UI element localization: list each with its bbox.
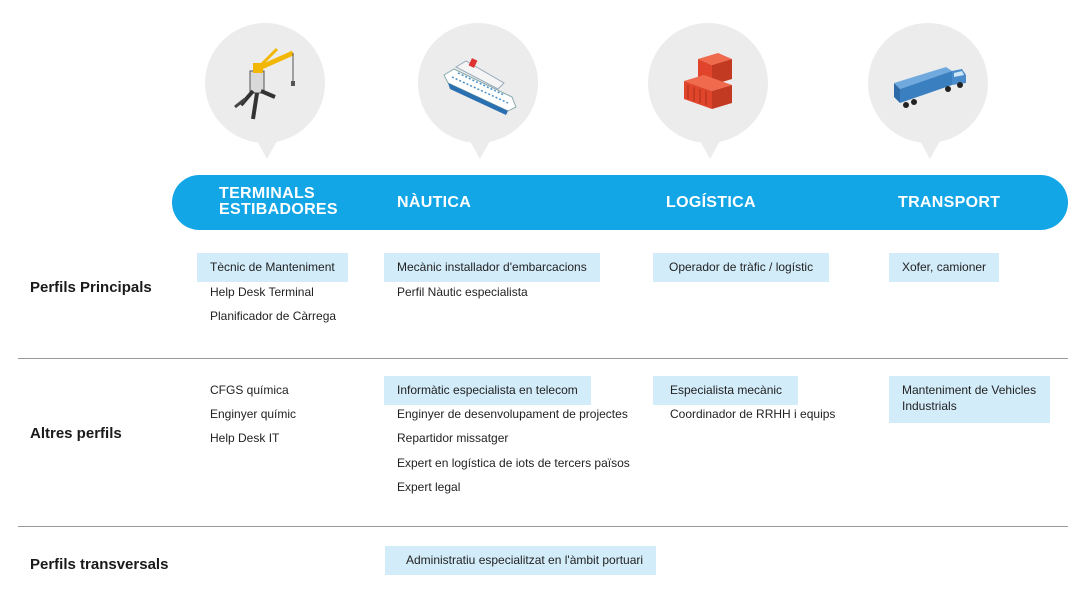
category-terminals: TERMINALS ESTIBADORES — [219, 185, 338, 218]
row-divider — [18, 526, 1068, 527]
truck-icon — [868, 23, 988, 143]
containers-icon — [648, 23, 768, 143]
profile-item: Informàtic especialista en telecom — [384, 376, 591, 405]
cruise-ship-icon — [418, 23, 538, 143]
crane-icon — [205, 23, 325, 143]
row-divider — [18, 358, 1068, 359]
profile-item: Especialista mecànic — [653, 376, 798, 405]
pin-nautica — [418, 23, 540, 163]
pin-terminals — [205, 23, 327, 163]
profile-item: Administratiu especialitzat en l'àmbit portuari — [385, 546, 656, 575]
profile-item: Tècnic de Manteniment — [197, 253, 348, 282]
profile-item: Help Desk IT — [210, 431, 280, 445]
row-label-transversals: Perfils transversals — [30, 556, 169, 573]
profile-item: Coordinador de RRHH i equips — [670, 407, 836, 421]
profile-item: Help Desk Terminal — [210, 285, 314, 299]
pin-transport — [868, 23, 990, 163]
category-transport: TRANSPORT — [898, 194, 1001, 211]
profile-item: Enginyer químic — [210, 407, 297, 421]
profile-item: Enginyer de desenvolupament de projectes — [397, 407, 628, 421]
category-nautica: NÀUTICA — [397, 194, 472, 211]
row-label-principals: Perfils Principals — [30, 279, 152, 296]
profile-item: Operador de tràfic / logístic — [653, 253, 829, 282]
profile-item: Repartidor missatger — [397, 431, 509, 445]
profile-item: Planificador de Càrrega — [210, 309, 337, 323]
profile-item: Xofer, camioner — [889, 253, 999, 282]
profile-item: CFGS química — [210, 383, 289, 397]
profile-item: Expert legal — [397, 480, 461, 494]
profile-item: Mecànic installador d'embarcacions — [384, 253, 600, 282]
pin-logistica — [648, 23, 770, 163]
profile-item: Manteniment de Vehicles Industrials — [889, 376, 1050, 423]
category-logistica: LOGÍSTICA — [666, 194, 756, 211]
row-label-altres: Altres perfils — [30, 425, 122, 442]
profile-item: Perfil Nàutic especialista — [397, 285, 528, 299]
profile-item: Expert en logística de iots de tercers països — [397, 456, 630, 470]
